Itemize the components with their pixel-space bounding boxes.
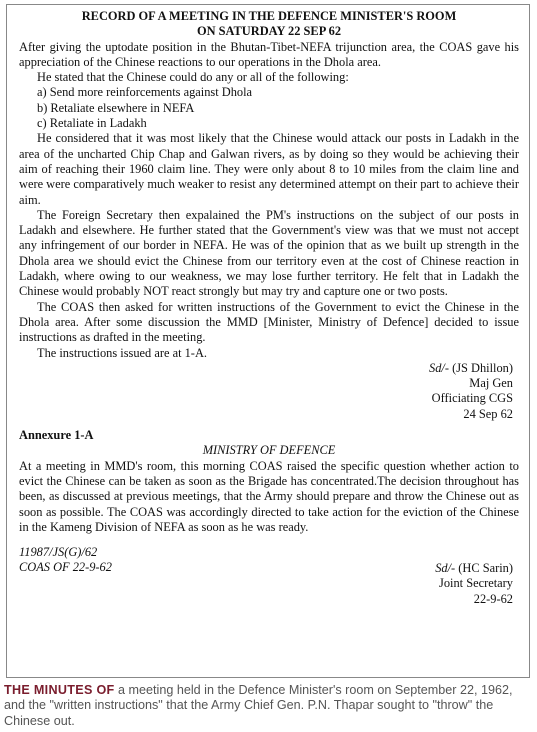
signatory-name: (HC Sarin) bbox=[455, 561, 513, 576]
paragraph-2: He stated that the Chinese could do any or all of the following: bbox=[37, 70, 349, 85]
list-item-a: a) Send more reinforcements against Dhola bbox=[37, 85, 253, 100]
document-scan bbox=[6, 4, 530, 678]
document-title-line-2: ON SATURDAY 22 SEP 62 bbox=[196, 24, 342, 39]
signatory-role: Officiating CGS bbox=[431, 391, 513, 406]
annexure-heading: Annexure 1-A bbox=[19, 428, 94, 443]
signatory-name: (JS Dhillon) bbox=[448, 360, 513, 375]
sd-mark: Sd/- bbox=[429, 360, 449, 375]
reference-number: 11987/JS(G)/62 bbox=[19, 545, 98, 560]
signature-block-dhillon bbox=[19, 361, 519, 422]
paragraph-4: The Foreign Secretary then expalained the PM's instructions on the subject of our posts in Ladakh and elsewhere. He further stated that the Government's view was that we must not accept any infringement of our border in NEFA. He was of the opinion that as we built up strength in the Dhola area we should evict the Chinese from our territory even at the cost of Chinese reaction in Ladakh, where owing to our weakness, we may lose further territory. He felt that in Ladakh the Chinese would probably NOT react strongly but may try and capture one or two posts. bbox=[19, 207, 519, 299]
paragraph-6: The instructions issued are at 1-A. bbox=[37, 345, 207, 360]
paragraph-1: After giving the uptodate position in the Bhutan-Tibet-NEFA trijunction area, the COAS gave his appreciation of the Chinese reactions to our operations in the Dhola area. bbox=[19, 39, 519, 69]
signature-date: 22-9-62 bbox=[473, 591, 513, 606]
caption-text: a meeting held in the Defence Minister's room on September 22, 1962, and the "written instructions" that the Army Chief Gen. P.N. Thapar sought to "throw" the Chinese out. bbox=[4, 683, 513, 728]
ministry-heading: MINISTRY OF DEFENCE bbox=[202, 443, 336, 458]
sd-mark: Sd/- bbox=[435, 561, 456, 576]
signature-block-sarin bbox=[435, 561, 513, 607]
reference-coas: COAS OF 22-9-62 bbox=[19, 560, 112, 575]
annexure-paragraph: At a meeting in MMD's room, this morning COAS raised the specific question whether action to evict the Chinese can be taken as soon as the Brigade has concentrated.The decision throughout has been, as discussed at previous meetings, that the Army should prepare and throw the Chinese out as soon as possible. The COAS was accordingly directed to take action for the eviction of the Chinese in the Kameng Division of NEFA as soon as he was ready. bbox=[19, 458, 519, 534]
reference-and-signature bbox=[19, 545, 519, 606]
image-caption bbox=[4, 683, 532, 729]
document-title-line-1: RECORD OF A MEETING IN THE DEFENCE MINISTER'S ROOM bbox=[81, 9, 457, 23]
signature-line bbox=[19, 361, 519, 376]
list-item-c: c) Retaliate in Ladakh bbox=[37, 116, 147, 131]
signatory-rank: Maj Gen bbox=[469, 376, 513, 391]
signatory-role: Joint Secretary bbox=[439, 576, 513, 591]
signature-date: 24 Sep 62 bbox=[463, 406, 513, 421]
reference-block bbox=[19, 545, 112, 576]
paragraph-3: He considered that it was most likely that the Chinese would attack our posts in Ladakh in the area of the uncharted Chip Chap and Galwan rivers, as by doing so they would be achieving their aim of reaching their 1960 claim line. They were only about 8 to 10 miles from the claim line and were were comparatively much weaker to resist any determined attempt on their part to achieve their aim. bbox=[19, 131, 519, 207]
caption-lead: THE MINUTES OF bbox=[4, 683, 115, 697]
paragraph-5: The COAS then asked for written instructions of the Government to evict the Chinese in the Dhola area. After some discussion the MMD [Minister, Ministry of Defence] decided to issue instructions as drafted in the meeting. bbox=[19, 299, 519, 345]
list-item-b: b) Retaliate elsewhere in NEFA bbox=[37, 100, 195, 115]
signature-line bbox=[435, 561, 513, 576]
